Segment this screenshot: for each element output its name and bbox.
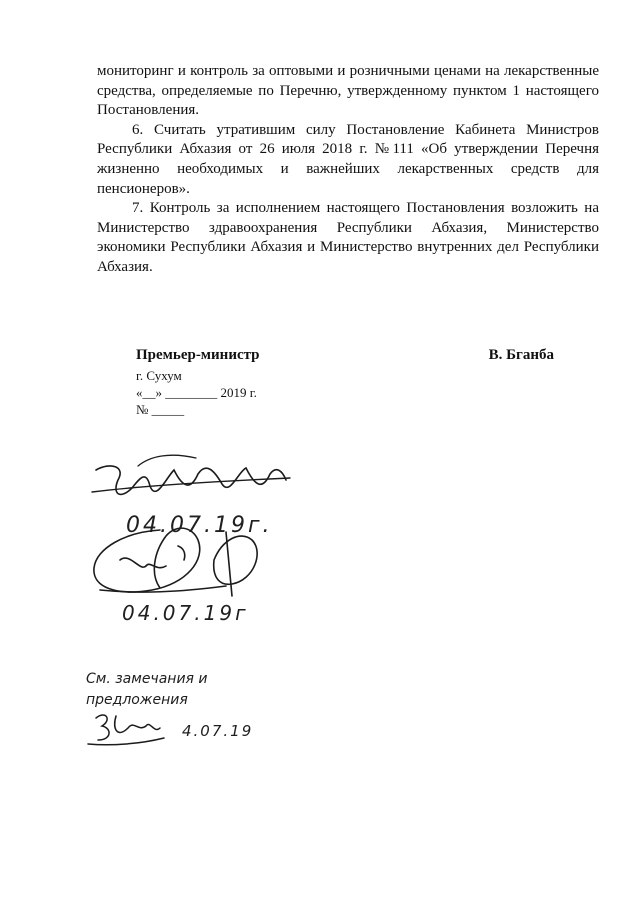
handwritten-date-3: 4.07.19 bbox=[182, 722, 254, 740]
date-line: «__» ________ 2019 г. bbox=[136, 385, 257, 400]
handwritten-date-1: 04.07.19г. bbox=[126, 513, 273, 538]
small-signature-scribble bbox=[88, 715, 164, 745]
paragraph-continuation: мониторинг и контроль за оптовыми и розничными ценами на лекарственные средства, определяемые по Перечню, утвержденному пунктом 1 настоящего Постановления. bbox=[97, 63, 599, 119]
handwritten-remark-line-2: предложения bbox=[86, 692, 188, 708]
handwritten-date-2: 04.07.19г bbox=[122, 601, 249, 625]
paragraph-item-6: 6. Считать утратившим силу Постановление Кабинета Министров Республики Абхазия от 26 июля 2018 г. №111 «Об утверждении Перечня жизненно необходимых и важнейших лекарственных средств для пенсионеров». bbox=[97, 121, 599, 197]
number-line: № _____ bbox=[136, 402, 185, 417]
city-line: г. Сухум bbox=[136, 368, 182, 383]
signatory-name: В. Бганба bbox=[488, 347, 554, 363]
signature-scribble bbox=[94, 528, 257, 596]
paragraph-item-7: 7. Контроль за исполнением настоящего Постановления возложить на Министерство здравоохранения Республики Абхазия, Министерство экономики Республики Абхазия и Министерство внутренних дел Республики Абхазия. bbox=[97, 200, 599, 275]
signatory-role: Премьер-министр bbox=[136, 347, 260, 363]
handwritten-remark-line-1: См. замечания и bbox=[86, 671, 208, 687]
document-body bbox=[97, 62, 599, 278]
approval-scribble bbox=[96, 466, 286, 495]
